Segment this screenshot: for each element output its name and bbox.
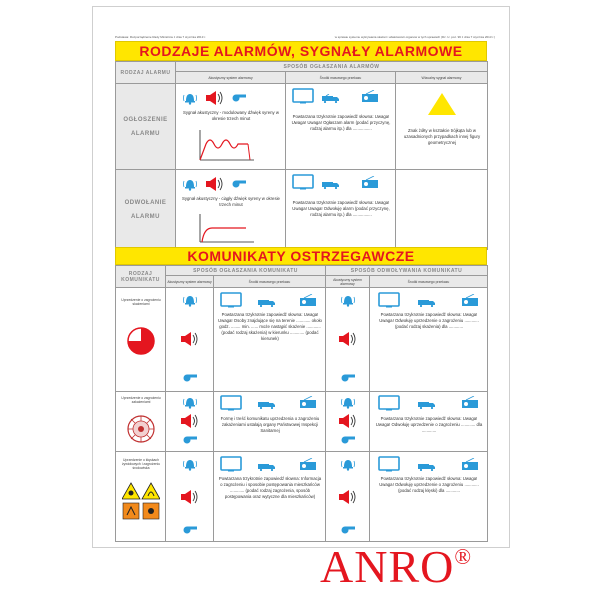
announce-description: Powtarzana trzykrotnie zapowiedź słowna: Uwaga! Uwaga! Osoby znajdujące się na terenie ............ około godz. ........ min. ...... może nastąpić skażenie ............ (podać rodzaj skażenia) w kierunku ............ (podać kierunek) [218,312,322,341]
bell-icon [340,394,356,410]
tv-icon [378,292,400,308]
media-description: Powtarzana trzykrotnie zapowiedź słowna: Uwaga! Uwaga! Uwaga! Ogłaszam alarm (podać przyczynę, rodzaj alarmu itp.) dla ................ [291,114,391,131]
cancel-method-header [326,266,488,276]
row-label-cancel-alarm [116,170,176,250]
whistle-icon [183,526,197,534]
radio-icon [462,458,478,470]
loudspeaker-van-icon [322,94,340,103]
row-label-text: Uprzedzenie o zagrożeniu zakażeniami [121,396,161,404]
bell-icon [182,456,198,472]
radio-icon [462,294,478,306]
continuous-siren-graph-icon [196,212,256,246]
alarms-section-title [115,41,487,61]
visual-description: Znak żółty w kształcie trójkąta lub w uzasadnionych przypadkach innej figury geometrycznej [403,128,481,145]
table-row [116,84,488,170]
row-label-contamination [116,288,166,392]
siren-icon [181,332,199,346]
media-subheader-text: Środki masowego przekazu [248,279,291,284]
loudspeaker-van-icon [322,180,340,189]
alarm-method-header [176,62,488,72]
whistle-icon [232,94,246,102]
loudspeaker-van-icon [258,462,276,471]
acoustic-cell [326,288,370,392]
media-cell [370,392,488,452]
anro-logo [320,540,472,593]
radio-icon [300,458,316,470]
alarms-title-text: RODZAJE ALARMÓW, SYGNAŁY ALARMOWE [139,43,463,59]
alarm-type-header-text: RODZAJ ALARMU [120,69,171,76]
table-row [116,392,488,452]
loudspeaker-van-icon [258,400,276,409]
visual-subheader-text: Wizualny sygnał alarmowy [421,75,462,80]
radio-icon [300,294,316,306]
hazard-symbols-icon [122,482,160,522]
whistle-icon [341,436,355,444]
cancel-method-header-text: SPOSÓB ODWOŁYWANIA KOMUNIKATU [350,267,463,274]
acoustic-cell [326,452,370,542]
acoustic-subheader-text: Akustyczny system alarmowy [167,279,212,284]
alarm-type-header [116,62,176,84]
row-label-infection [116,392,166,452]
announce-method-header [166,266,326,276]
row-label-text: OGŁOSZENIE ALARMU [123,116,168,137]
acoustic-cell [176,170,286,250]
media-cell [286,170,396,250]
bell-icon [182,292,198,308]
siren-icon [339,414,357,428]
tv-icon [220,456,242,472]
acoustic-subheader [166,276,214,288]
media-subheader [370,276,488,288]
siren-icon [181,490,199,504]
row-label-text: Uprzedzenie o zagrożeniu skażeniami [121,298,161,306]
tv-icon [378,456,400,472]
acoustic-subheader-text: Akustyczny system alarmowy [208,75,253,80]
bell-icon [182,176,198,192]
infection-symbol-icon [126,414,156,444]
siren-icon [339,332,357,346]
media-cell [214,452,326,542]
whistle-icon [232,180,246,188]
warnings-section-title [115,247,487,265]
siren-icon [206,177,224,191]
table-row [116,288,488,392]
tv-icon [220,395,242,411]
loudspeaker-van-icon [418,462,436,471]
announce-description: Formę i treść komunikatu uprzedzenia o zagrożeniu zakażeniami ustalają organy Państwowej Inspekcji Sanitarnej [220,416,320,433]
acoustic-cell [326,392,370,452]
whistle-icon [341,526,355,534]
radio-icon [362,90,378,102]
loudspeaker-van-icon [418,298,436,307]
acoustic-cell [166,452,214,542]
table-row [116,170,488,250]
visual-subheader [396,72,488,84]
whistle-icon [183,374,197,382]
loudspeaker-van-icon [258,298,276,307]
modulated-siren-graph-icon [196,128,256,164]
radio-icon [462,396,478,408]
legal-note-right: w sprawie systemu wykrywania skażeń i właściwości organów w tych sprawach (Dz. U. poz. 96 z dnia 7 stycznia 2013 r.) [334,35,495,39]
siren-icon [181,414,199,428]
poster [92,6,510,548]
acoustic-description: Sygnał akustyczny - modulowany dźwięk syreny w okresie trzech minut [182,110,279,121]
legal-note-left: Podstawa: Rozporządzenie Rady Ministrów z dnia 7 stycznia 2013 r. [115,35,206,39]
acoustic-cell [166,392,214,452]
row-label-disaster [116,452,166,542]
warnings-table [115,265,488,542]
siren-icon [339,490,357,504]
contamination-symbol-icon [126,326,156,356]
whistle-icon [341,374,355,382]
acoustic-cell [176,84,286,170]
cancel-description: Powtarzana trzykrotnie zapowiedź słowna: Uwaga! Uwaga! Odwołuję uprzedzenie o zagrożeniu ............ (podać rodzaj skażenia) dla ............ [379,312,479,329]
cancel-description: Powtarzana trzykrotnie zapowiedź słowna: Uwaga! Uwaga! Odwołuję uprzedzenie o zagrożeniu ............ (podać rodzaj klęski) dla ............ [379,476,479,493]
acoustic-description: Sygnał akustyczny - ciągły dźwięk syreny w okresie trzech minut [182,196,280,207]
radio-icon [300,396,316,408]
bell-icon [182,90,198,106]
tv-icon [220,292,242,308]
media-cell [370,288,488,392]
warnings-title-text: KOMUNIKATY OSTRZEGAWCZE [187,248,415,264]
legal-basis-note [115,35,495,39]
media-subheader [286,72,396,84]
acoustic-subheader [176,72,286,84]
alarm-method-header-text: SPOSÓB OGŁASZANIA ALARMÓW [283,63,380,70]
media-cell [214,392,326,452]
brand-name: ANRO [320,541,455,592]
table-row [116,452,488,542]
tv-icon [292,88,314,104]
row-label-text: ODWOŁANIE ALARMU [124,199,167,220]
acoustic-cell [166,288,214,392]
bell-icon [340,292,356,308]
alarms-table [115,61,488,250]
warning-type-header-text: RODZAJ KOMUNIKATU [121,270,160,283]
acoustic-subheader-text: Akustyczny system alarmowy [333,277,362,286]
radio-icon [362,176,378,188]
bell-icon [340,456,356,472]
cancel-description: Powtarzana trzykrotnie zapowiedź słowna: Uwaga! Uwaga! Odwołuję uprzedzenie o zagrożeniu ............ dla ............ [375,416,483,433]
visual-cell [396,84,488,170]
media-subheader [214,276,326,288]
acoustic-subheader [326,276,370,288]
row-label-announce-alarm [116,84,176,170]
registered-mark: ® [454,544,473,569]
media-cell [286,84,396,170]
tv-icon [292,174,314,190]
bell-icon [182,394,198,410]
siren-icon [206,91,224,105]
media-subheader-text: Środki masowego przekazu [319,75,362,80]
media-cell [370,452,488,542]
announce-description: Powtarzana trzykrotnie zapowiedź słowna: Informacja o zagrożeniu i sposobie postępowania mieszkańców ............ (podać rodzaj zagrożenia, sposób postępowania oraz wytyczne dla mieszkańców) [218,476,322,499]
media-description: Powtarzana trzykrotnie zapowiedź słowna: Uwaga! Uwaga! Uwaga! Odwołuję alarm (podać przyczynę, rodzaj alarmu itp.) dla ................ [292,200,390,217]
announce-method-header-text: SPOSÓB OGŁASZANIA KOMUNIKATU [193,267,298,274]
yellow-triangle-icon [427,92,457,116]
media-cell [214,288,326,392]
visual-cell-empty [396,170,488,250]
tv-icon [378,395,400,411]
whistle-icon [183,436,197,444]
loudspeaker-van-icon [418,400,436,409]
media-subheader-text: Środki masowego przekazu [407,279,450,284]
warning-type-header [116,266,166,288]
row-label-text: Uprzedzenie o klęskach żywiołowych i zagrożeniu środowiska [121,458,161,470]
